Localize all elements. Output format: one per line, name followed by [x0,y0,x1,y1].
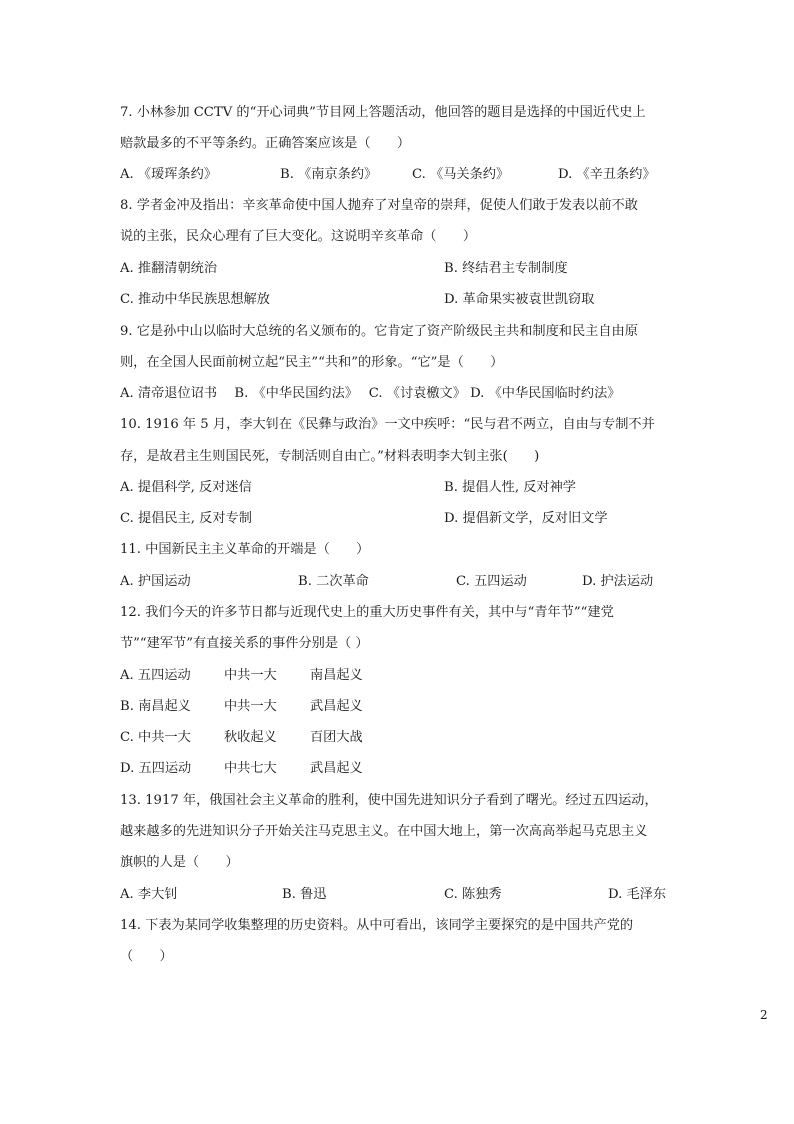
q12-option-b-event1: B. 南昌起义 [120,699,191,714]
q13-stem-line1: 13. 1917 年，俄国社会主义革命的胜利，使中国先进知识分子看到了曙光。经过五四运动， [120,793,658,808]
q8-option-a: A. 推翻清朝统治 [120,261,218,276]
q8-option-b: B. 终结君主专制制度 [444,261,568,276]
q11-option-c: C. 五四运动 [456,574,527,589]
q13-option-b: B. 鲁迅 [282,887,327,902]
q9-stem-line1: 9. 它是孙中山以临时大总统的名义颁布的。它肯定了资产阶级民主共和制度和民主自由原 [120,324,638,339]
q12-option-b-event3: 武昌起义 [310,699,363,714]
q10-stem-line1: 10. 1916 年 5 月，李大钊在《民彝与政治》一文中疾呼：“民与君不两立，自由与专制不并 [120,417,655,432]
q12-option-d-event2: 中共七大 [224,761,277,776]
q8-stem-line1: 8. 学者金冲及指出：辛亥革命使中国人抛弃了对皇帝的崇拜，促使人们敢于发表以前不敢 [120,198,638,213]
q12-option-a-event2: 中共一大 [224,668,277,683]
q7-option-d: D. 《辛丑条约》 [558,167,656,182]
q13-option-d: D. 毛泽东 [608,887,667,902]
q7-option-b: B. 《南京条约》 [280,167,378,182]
q10-stem-line2: 存，是故君主生则国民死，专制活则自由亡。”材料表明李大钊主张( ) [120,449,540,464]
q10-option-a: A. 提倡科学, 反对迷信 [120,480,252,495]
q14-stem-line1: 14. 下表为某同学收集整理的历史资料。从中可看出，该同学主要探究的是中国共产党的 [120,918,634,933]
page-number: 2 [760,1008,768,1022]
q9-stem-line2: 则，在全国人民面前树立起“民主”“共和”的形象。“它”是（ ） [120,355,504,370]
q12-option-c-event2: 秋收起义 [224,730,277,745]
q10-option-b: B. 提倡人性, 反对神学 [444,480,576,495]
q8-option-d: D. 革命果实被袁世凯窃取 [444,292,595,307]
q13-stem-line2: 越来越多的先进知识分子开始关注马克思主义。在中国大地上，第一次高高举起马克思主义 [120,824,648,839]
q12-stem-line2: 节”“建军节”有直接关系的事件分别是（ ） [120,636,369,651]
q11-stem: 11. 中国新民主主义革命的开端是（ ） [120,542,370,557]
q12-option-b-event2: 中共一大 [224,699,277,714]
q12-option-c-event1: C. 中共一大 [120,730,191,745]
q7-option-a: A. 《瑷珲条约》 [120,167,218,182]
q12-stem-line1: 12. 我们今天的许多节日都与近现代史上的重大历史事件有关，其中与“青年节”“建党 [120,605,614,620]
q12-option-a-event1: A. 五四运动 [120,668,191,683]
q10-option-d: D. 提倡新文学，反对旧文学 [444,511,608,526]
q7-stem-line1: 7. 小林参加 CCTV 的“开心词典”节目网上答题活动，他回答的题目是选择的中国近代史上 [120,105,646,120]
q12-option-a-event3: 南昌起义 [310,668,363,683]
q11-option-a: A. 护国运动 [120,574,191,589]
q13-stem-line3: 旗帜的人是（ ） [120,855,239,870]
q7-stem-line2: 赔款最多的不平等条约。正确答案应该是（ ） [120,136,411,151]
q14-stem-line2: （ ） [120,949,173,964]
q8-option-c: C. 推动中华民族思想解放 [120,292,270,307]
q7-option-c: C. 《马关条约》 [412,167,510,182]
q12-option-d-event3: 武昌起义 [310,761,363,776]
q11-option-b: B. 二次革命 [298,574,369,589]
q12-option-c-event3: 百团大战 [310,730,363,745]
q13-option-c: C. 陈独秀 [444,887,502,902]
q12-option-d-event1: D. 五四运动 [120,761,192,776]
q11-option-d: D. 护法运动 [582,574,654,589]
q9-options: A. 清帝退位诏书 B. 《中华民国约法》 C. 《讨袁檄文》 D. 《中华民国临时约法》 [120,386,621,401]
q10-option-c: C. 提倡民主, 反对专制 [120,511,252,526]
q13-option-a: A. 李大钊 [120,887,178,902]
q8-stem-line2: 说的主张，民众心理有了巨大变化。这说明辛亥革命（ ） [120,229,477,244]
